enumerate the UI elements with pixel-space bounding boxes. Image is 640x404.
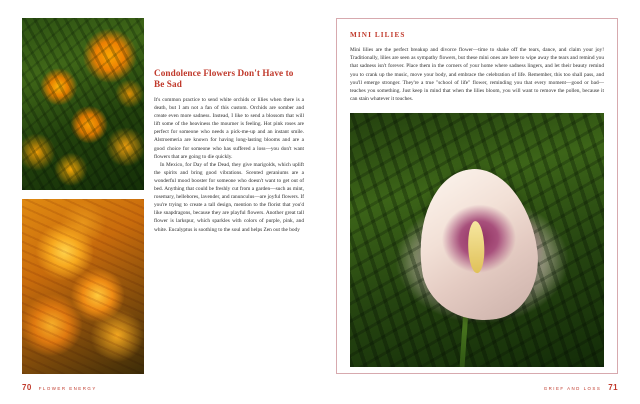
folio-right	[544, 383, 618, 392]
article-paragraph-1: It's common practice to send white orchids or lilies when there is a death, but I am not a fan of this custom. Orchids are somber and create even more sadness. Instead, I like to send a blossom that will lift some of the heaviness the mourner is feeling. Hot pink roses are perfect for someone who needs a pick-me-up and an instant smile. Alstroemeria are known for having long-lasting blooms and are a good choice for someone who has suffered a loss—you don't want flowers that are going to die quickly.	[154, 97, 304, 160]
calla-lily-photo	[350, 113, 604, 367]
left-text-column	[154, 18, 304, 374]
mini-lilies-panel	[336, 18, 618, 374]
article-body	[154, 96, 304, 234]
article-paragraph-2: In Mexico, for Day of the Dead, they give marigolds, which uplift the spirits and bring good vibrations. Scented geraniums are a wonderful mood booster for someone who doesn't want to get out of bed. Anything that could be freshly cut from a garden—such as mint, rosemary, hellebores, lavender, and ranunculus—are joyful flowers. If you're trying to create a tall design, mention to the florist that you'd like snapdragons, because they are playful flowers. Another great tall flower is larkspur, which sparkles with colors of purple, pink, and white. Eucalyptus is soothing to the soul and helps Zen out the body	[154, 161, 304, 233]
running-head-left: FLOWER ENERGY	[38, 386, 97, 391]
article-title: Condolence Flowers Don't Have to Be Sad	[154, 68, 294, 89]
left-page-content	[22, 18, 304, 374]
marigold-photo	[22, 18, 144, 190]
page-number-left: 70	[22, 383, 32, 392]
running-head-right: GRIEF AND LOSS	[543, 386, 602, 391]
section-title: MINI LILIES	[350, 31, 406, 39]
right-page	[320, 0, 640, 404]
page-number-right: 71	[608, 383, 618, 392]
section-paragraph-1: Mini lilies are the perfect breakup and divorce flower—time to shake off the tears, dance, and claim your joy! Traditionally, lilies are seen as sympathy flowers, but these mini ones are here to wipe away the tears and remind you that sadness isn't forever. Place them in the corners of your home where sadness lingers, and let their beauty remind you to crank up the music, move your body, and embrace the celebration of life. Remember, this too shall pass, and you'll emerge stronger. They're a true "school of life" flower, reminding you that every moment—good or bad—teaches you something. Just keep in mind that when the lilies bloom, you will want to remove the pollen, because it can stain whatever it touches.	[350, 47, 604, 103]
alstroemeria-photo	[22, 199, 144, 374]
left-photo-column	[22, 18, 144, 374]
folio-left	[22, 383, 97, 392]
